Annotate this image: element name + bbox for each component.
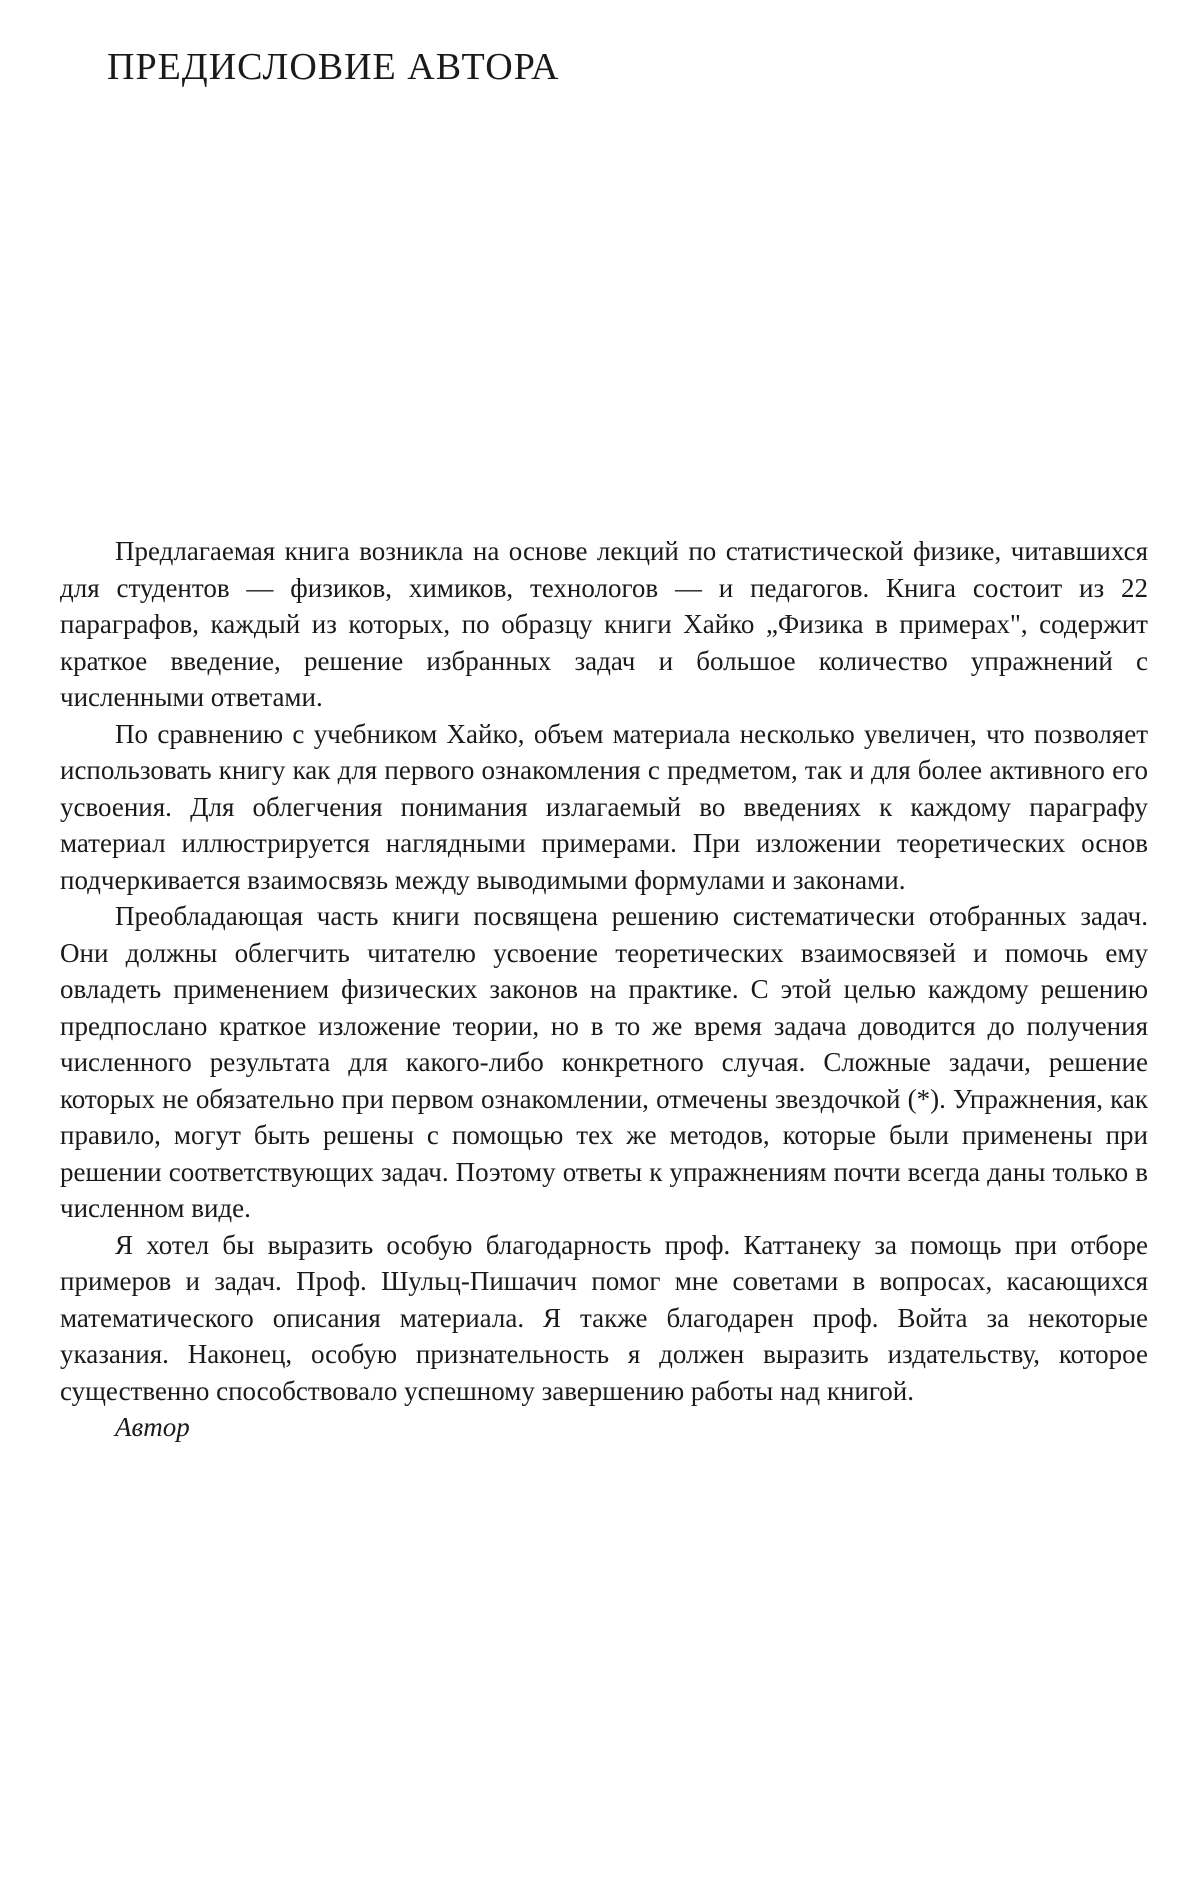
preface-body xyxy=(60,533,1148,1446)
paragraph-4: Я хотел бы выразить особую благодарность проф. Каттанеку за помощь при отборе примеров и задач. Проф. Шульц-Пишачич помог мне советами в вопросах, касающихся математического описания материала. Я также благодарен проф. Войта за некоторые указания. Наконец, особую признательность я должен выразить издательству, которое существенно способствовало успешному завершению работы над книгой. xyxy=(60,1229,1148,1406)
paragraph-3: Преобладающая часть книги посвящена решению систематически отобранных задач. Они должны облегчить читателю усвоение теоретических взаимосвязей и помочь ему овладеть применением физических законов на практике. С этой целью каждому решению предпослано краткое изложение теории, но в то же время задача доводится до получения численного результата для какого-либо конкретного случая. Сложные задачи, решение которых не обязательно при первом ознакомлении, отмечены звездочкой (*). Упражнения, как правило, могут быть решены с помощью тех же методов, которые были применены при решении соответствующих задач. Поэтому ответы к упражнениям почти всегда даны только в численном виде. xyxy=(60,901,1148,1223)
page-title: ПРЕДИСЛОВИЕ АВТОРА xyxy=(107,46,560,88)
paragraph-2: По сравнению с учебником Хайко, объем материала несколько увеличен, что позволяет использовать книгу как для первого ознакомления с предметом, так и для более активного его усвоения. Для облегчения понимания излагаемый во введениях к каждому параграфу материал иллюстрируется наглядными примерами. При изложении теоретических основ подчеркивается взаимосвязь между выводимыми формулами и законами. xyxy=(60,718,1148,895)
author-signature: Автор xyxy=(115,1412,190,1442)
paragraph-1: Предлагаемая книга возникла на основе лекций по статистической физике, читавшихся для студентов — физиков, химиков, технологов — и педагогов. Книга состоит из 22 параграфов, каждый из которых, по образцу книги Хайко „Физика в примерах", содержит краткое введение, решение избранных задач и большое количество упражнений с численными ответами. xyxy=(60,536,1148,712)
